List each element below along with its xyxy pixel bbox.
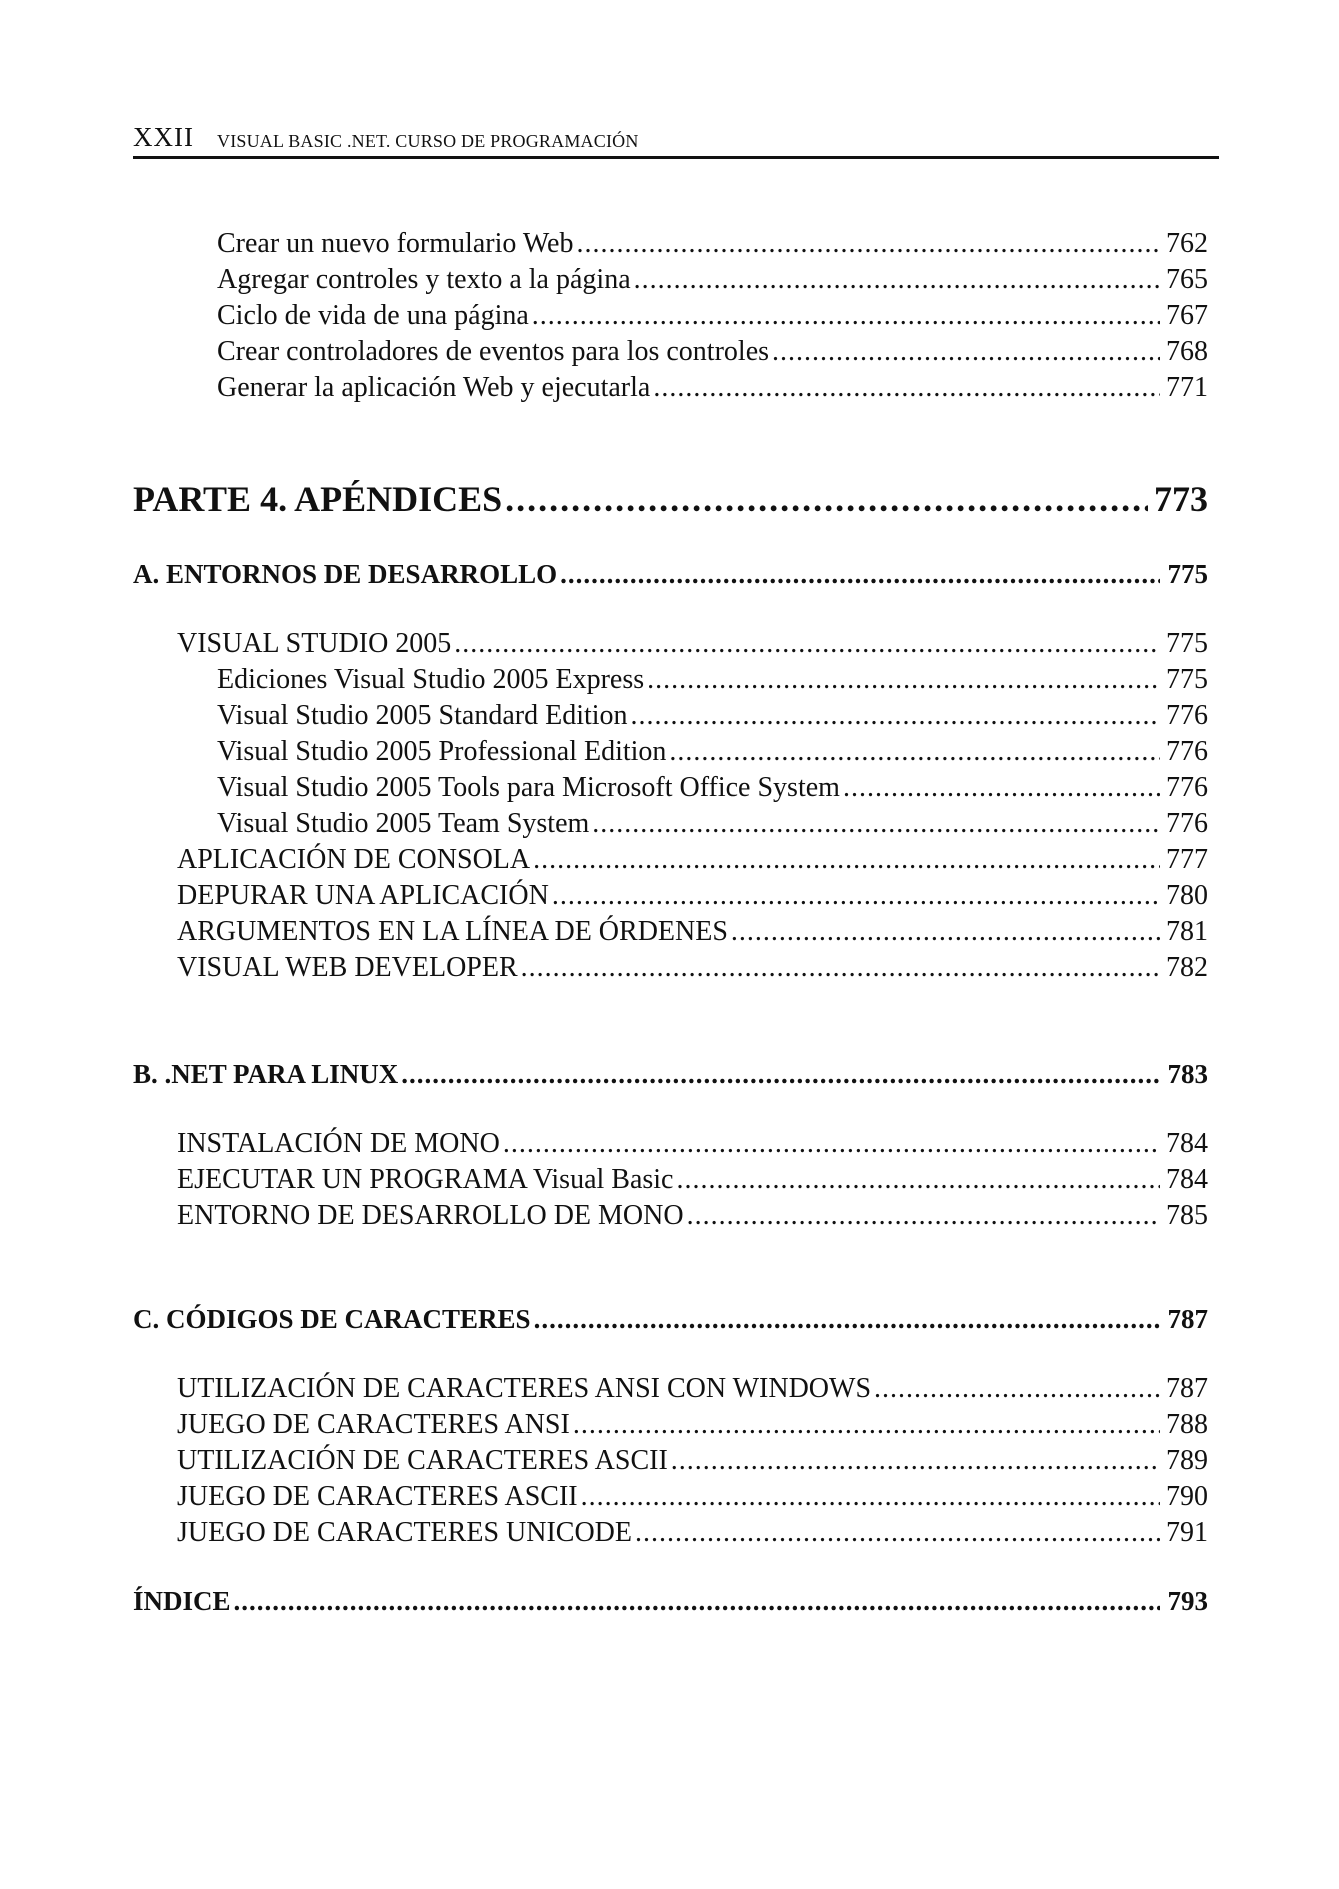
toc-entry-label: DEPURAR UNA APLICACIÓN [177, 880, 549, 911]
toc-entry [177, 844, 1208, 878]
toc-entry-page: 762 [1166, 228, 1208, 259]
toc-entry-label: VISUAL STUDIO 2005 [177, 628, 452, 659]
dot-leader [874, 1373, 1160, 1405]
toc-entry-page: 783 [1167, 1059, 1208, 1089]
toc-entry [177, 1164, 1208, 1198]
toc-appendix-heading [133, 1059, 1208, 1093]
toc-entry-page: 790 [1166, 1481, 1208, 1512]
toc-entry [177, 1128, 1208, 1162]
toc-entry-page: 775 [1166, 664, 1208, 695]
dot-leader [234, 1586, 1160, 1617]
toc-entry-page: 776 [1166, 700, 1208, 731]
dot-leader [669, 736, 1160, 768]
toc-appendix-heading [133, 559, 1208, 593]
toc-entry-label: ARGUMENTOS EN LA LÍNEA DE ÓRDENES [177, 916, 728, 947]
toc-entry [177, 1373, 1208, 1407]
dot-leader [576, 228, 1160, 260]
toc-entry-label: UTILIZACIÓN DE CARACTERES ASCII [177, 1445, 668, 1476]
toc-entry [177, 952, 1208, 986]
dot-leader [592, 808, 1160, 840]
toc-entry-page: 776 [1166, 772, 1208, 803]
toc-entry [217, 664, 1208, 698]
dot-leader [843, 772, 1160, 804]
toc-entry-page: 788 [1166, 1409, 1208, 1440]
toc-entry [217, 300, 1208, 334]
toc-entry [177, 628, 1208, 662]
toc-entry-page: 787 [1166, 1373, 1208, 1404]
toc-entry [217, 700, 1208, 734]
toc-entry [217, 372, 1208, 406]
toc-entry [177, 1445, 1208, 1479]
running-title: VISUAL BASIC .NET. CURSO DE PROGRAMACIÓN [217, 131, 639, 151]
header-rule [133, 156, 1219, 159]
toc-entry-page: 789 [1166, 1445, 1208, 1476]
toc-entry [217, 736, 1208, 770]
dot-leader [503, 1128, 1160, 1160]
dot-leader [532, 300, 1160, 332]
toc-part-heading [133, 478, 1208, 522]
toc-entry-page: 780 [1166, 880, 1208, 911]
toc-entry [177, 880, 1208, 914]
toc-entry [177, 1409, 1208, 1443]
toc-entry [177, 1517, 1208, 1551]
toc-entry [177, 1481, 1208, 1515]
dot-leader [454, 628, 1160, 660]
dot-leader [521, 952, 1160, 984]
dot-leader [676, 1164, 1160, 1196]
toc-entry-page: 776 [1166, 808, 1208, 839]
toc-entry-page: 768 [1166, 336, 1208, 367]
toc-entry-label: INSTALACIÓN DE MONO [177, 1128, 500, 1159]
dot-leader [505, 478, 1148, 520]
toc-entry [177, 1200, 1208, 1234]
toc-entry [177, 916, 1208, 950]
toc-entry-label: EJECUTAR UN PROGRAMA Visual Basic [177, 1164, 674, 1195]
dot-leader [573, 1409, 1160, 1441]
toc-entry-label: Visual Studio 2005 Team System [217, 808, 590, 839]
dot-leader [631, 700, 1160, 732]
toc-entry [217, 264, 1208, 298]
toc-entry-page: 793 [1167, 1586, 1208, 1616]
toc-entry [217, 228, 1208, 262]
toc-entry-label: VISUAL WEB DEVELOPER [177, 952, 518, 983]
toc-entry-label: Generar la aplicación Web y ejecutarla [217, 372, 651, 403]
toc-entry-page: 784 [1166, 1128, 1208, 1159]
toc-entry-page: 784 [1166, 1164, 1208, 1195]
toc-entry-label: C. CÓDIGOS DE CARACTERES [133, 1304, 531, 1334]
toc-appendix-heading [133, 1586, 1208, 1620]
toc-entry-label: PARTE 4. APÉNDICES [133, 479, 503, 519]
dot-leader [533, 844, 1160, 876]
toc-entry-label: Visual Studio 2005 Tools para Microsoft Office System [217, 772, 840, 803]
toc-entry-page: 791 [1166, 1517, 1208, 1548]
toc-entry-label: JUEGO DE CARACTERES ASCII [177, 1481, 578, 1512]
toc-appendix-heading [133, 1304, 1208, 1338]
dot-leader [581, 1481, 1160, 1513]
toc-entry-page: 771 [1166, 372, 1208, 403]
dot-leader [560, 559, 1160, 590]
toc-entry-page: 781 [1166, 916, 1208, 947]
running-header [133, 122, 1219, 158]
toc-entry-page: 765 [1166, 264, 1208, 295]
toc-entry-page: 775 [1167, 559, 1208, 589]
toc-entry-page: 785 [1166, 1200, 1208, 1231]
toc-entry-page: 787 [1167, 1304, 1208, 1334]
toc-entry-page: 776 [1166, 736, 1208, 767]
page-folio: XXII [133, 122, 194, 152]
toc-entry-label: UTILIZACIÓN DE CARACTERES ANSI CON WINDOWS [177, 1373, 872, 1404]
toc-entry-label: APLICACIÓN DE CONSOLA [177, 844, 531, 875]
toc-entry-label: ÍNDICE [133, 1586, 231, 1616]
toc-entry-label: A. ENTORNOS DE DESARROLLO [133, 559, 558, 589]
dot-leader [552, 880, 1160, 912]
toc-entry [217, 808, 1208, 842]
dot-leader [653, 372, 1160, 404]
dot-leader [401, 1059, 1160, 1090]
dot-leader [671, 1445, 1160, 1477]
dot-leader [731, 916, 1160, 948]
toc-entry-label: Crear un nuevo formulario Web [217, 228, 574, 259]
toc-entry-label: JUEGO DE CARACTERES ANSI [177, 1409, 570, 1440]
toc-entry-page: 767 [1166, 300, 1208, 331]
toc-entry-label: JUEGO DE CARACTERES UNICODE [177, 1517, 632, 1548]
dot-leader [772, 336, 1160, 368]
toc-entry-page: 773 [1154, 479, 1208, 519]
dot-leader [634, 264, 1160, 296]
toc-entry [217, 772, 1208, 806]
dot-leader [687, 1200, 1160, 1232]
toc-entry-label: Ediciones Visual Studio 2005 Express [217, 664, 645, 695]
toc-entry [217, 336, 1208, 370]
toc-entry-page: 782 [1166, 952, 1208, 983]
toc-entry-label: Visual Studio 2005 Standard Edition [217, 700, 628, 731]
toc-entry-page: 777 [1166, 844, 1208, 875]
toc-entry-page: 775 [1166, 628, 1208, 659]
toc-entry-label: Crear controladores de eventos para los controles [217, 336, 770, 367]
toc-entry-label: Agregar controles y texto a la página [217, 264, 631, 295]
toc-entry-label: Ciclo de vida de una página [217, 300, 529, 331]
dot-leader [534, 1304, 1160, 1335]
toc-entry-label: ENTORNO DE DESARROLLO DE MONO [177, 1200, 684, 1231]
toc-entry-label: Visual Studio 2005 Professional Edition [217, 736, 667, 767]
toc-entry-label: B. .NET PARA LINUX [133, 1059, 399, 1089]
dot-leader [647, 664, 1160, 696]
dot-leader [635, 1517, 1160, 1549]
